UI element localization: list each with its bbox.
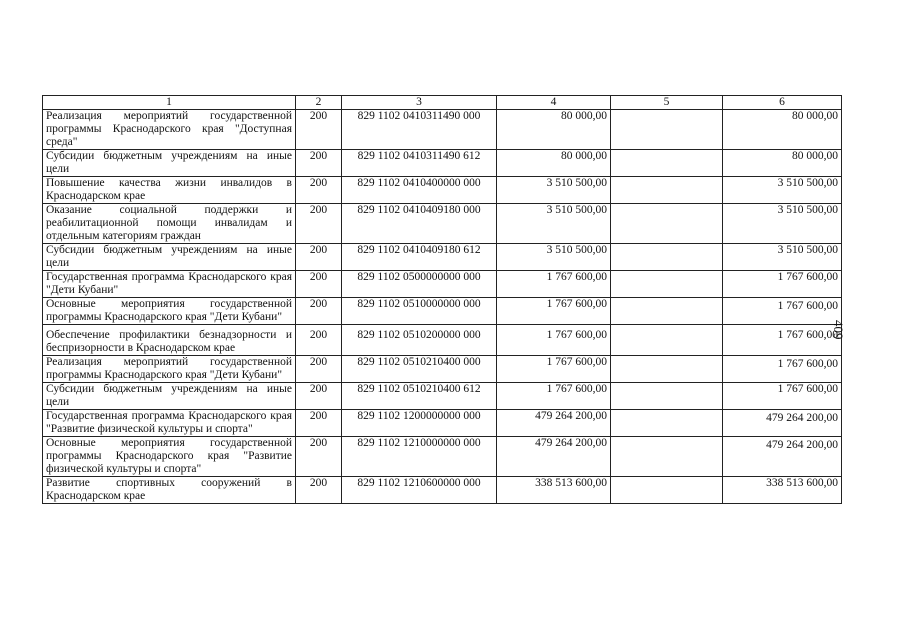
row-col6-amount: 1 767 600,00 bbox=[723, 356, 842, 383]
row-code: 200 bbox=[296, 477, 342, 504]
row-classification-code: 829 1102 1210600000 000 bbox=[342, 477, 497, 504]
row-code: 200 bbox=[296, 150, 342, 177]
row-amount: 1 767 600,00 bbox=[497, 325, 611, 356]
row-code: 200 bbox=[296, 410, 342, 437]
row-code: 200 bbox=[296, 383, 342, 410]
row-classification-code: 829 1102 0410311490 612 bbox=[342, 150, 497, 177]
row-name: Повышение качества жизни инвалидов в Краснодарском крае bbox=[43, 177, 296, 204]
row-name: Развитие спортивных сооружений в Краснодарском крае bbox=[43, 477, 296, 504]
row-amount: 338 513 600,00 bbox=[497, 477, 611, 504]
row-col5 bbox=[611, 110, 723, 150]
row-name: Основные мероприятия государственной программы Краснодарского края "Дети Кубани" bbox=[43, 298, 296, 325]
row-classification-code: 829 1102 0510200000 000 bbox=[342, 325, 497, 356]
row-code: 200 bbox=[296, 244, 342, 271]
row-classification-code: 829 1102 1210000000 000 bbox=[342, 437, 497, 477]
row-code: 200 bbox=[296, 437, 342, 477]
header-cell-5: 5 bbox=[611, 96, 723, 110]
header-cell-6: 6 bbox=[723, 96, 842, 110]
table-row bbox=[43, 244, 842, 271]
row-col6-amount: 338 513 600,00 bbox=[723, 477, 842, 504]
row-col5 bbox=[611, 298, 723, 325]
row-classification-code: 829 1102 0410400000 000 bbox=[342, 177, 497, 204]
row-name: Оказание социальной поддержки и реабилитационной помощи инвалидам и отдельным категориям граждан bbox=[43, 204, 296, 244]
table-row bbox=[43, 410, 842, 437]
row-col6-amount: 3 510 500,00 bbox=[723, 244, 842, 271]
row-name: Обеспечение профилактики безнадзорности и беспризорности в Краснодарском крае bbox=[43, 325, 296, 356]
row-code: 200 bbox=[296, 325, 342, 356]
row-col5 bbox=[611, 477, 723, 504]
row-amount: 1 767 600,00 bbox=[497, 271, 611, 298]
table-row bbox=[43, 177, 842, 204]
header-row bbox=[43, 96, 842, 110]
row-name: Государственная программа Краснодарского края "Дети Кубани" bbox=[43, 271, 296, 298]
row-col5 bbox=[611, 271, 723, 298]
header-cell-2: 2 bbox=[296, 96, 342, 110]
row-name: Субсидии бюджетным учреждениям на иные цели bbox=[43, 150, 296, 177]
row-col6-amount: 1 767 600,00 bbox=[723, 271, 842, 298]
row-col5 bbox=[611, 177, 723, 204]
row-code: 200 bbox=[296, 356, 342, 383]
row-classification-code: 829 1102 0500000000 000 bbox=[342, 271, 497, 298]
row-amount: 1 767 600,00 bbox=[497, 383, 611, 410]
row-col6-amount: 1 767 600,00 bbox=[723, 298, 842, 325]
row-name: Государственная программа Краснодарского края "Развитие физической культуры и спорта" bbox=[43, 410, 296, 437]
row-classification-code: 829 1102 0410409180 612 bbox=[342, 244, 497, 271]
row-amount: 1 767 600,00 bbox=[497, 298, 611, 325]
row-code: 200 bbox=[296, 271, 342, 298]
row-col5 bbox=[611, 437, 723, 477]
table-row bbox=[43, 477, 842, 504]
table-row bbox=[43, 110, 842, 150]
row-amount: 1 767 600,00 bbox=[497, 356, 611, 383]
table-row bbox=[43, 150, 842, 177]
row-col6-amount: 1 767 600,00 bbox=[723, 383, 842, 410]
row-col6-amount: 3 510 500,00 bbox=[723, 177, 842, 204]
row-code: 200 bbox=[296, 110, 342, 150]
row-col6-amount: 80 000,00 bbox=[723, 150, 842, 177]
table-row bbox=[43, 437, 842, 477]
row-amount: 80 000,00 bbox=[497, 110, 611, 150]
row-classification-code: 829 1102 0410409180 000 bbox=[342, 204, 497, 244]
table-row bbox=[43, 325, 842, 356]
row-col6-amount: 1 767 600,00 bbox=[723, 325, 842, 356]
row-name: Субсидии бюджетным учреждениям на иные цели bbox=[43, 383, 296, 410]
row-name: Реализация мероприятий государственной программы Краснодарского края "Доступная среда" bbox=[43, 110, 296, 150]
table-row bbox=[43, 204, 842, 244]
table-row bbox=[43, 383, 842, 410]
row-col5 bbox=[611, 150, 723, 177]
budget-table bbox=[42, 95, 842, 504]
header-cell-3: 3 bbox=[342, 96, 497, 110]
row-col5 bbox=[611, 356, 723, 383]
row-classification-code: 829 1102 0410311490 000 bbox=[342, 110, 497, 150]
row-col5 bbox=[611, 383, 723, 410]
row-col6-amount: 479 264 200,00 bbox=[723, 410, 842, 437]
table-row bbox=[43, 271, 842, 298]
row-col5 bbox=[611, 204, 723, 244]
row-amount: 3 510 500,00 bbox=[497, 204, 611, 244]
row-amount: 3 510 500,00 bbox=[497, 244, 611, 271]
row-col5 bbox=[611, 244, 723, 271]
row-classification-code: 829 1102 0510210400 000 bbox=[342, 356, 497, 383]
row-col6-amount: 3 510 500,00 bbox=[723, 204, 842, 244]
row-amount: 479 264 200,00 bbox=[497, 410, 611, 437]
row-amount: 80 000,00 bbox=[497, 150, 611, 177]
row-classification-code: 829 1102 0510000000 000 bbox=[342, 298, 497, 325]
row-col6-amount: 80 000,00 bbox=[723, 110, 842, 150]
row-name: Реализация мероприятий государственной программы Краснодарского края "Дети Кубани" bbox=[43, 356, 296, 383]
row-name: Основные мероприятия государственной программы Краснодарского края "Развитие физической культуры и спорта" bbox=[43, 437, 296, 477]
page-number: 409 bbox=[831, 320, 846, 340]
table-row bbox=[43, 298, 842, 325]
header-cell-1: 1 bbox=[43, 96, 296, 110]
row-classification-code: 829 1102 0510210400 612 bbox=[342, 383, 497, 410]
row-classification-code: 829 1102 1200000000 000 bbox=[342, 410, 497, 437]
row-name: Субсидии бюджетным учреждениям на иные цели bbox=[43, 244, 296, 271]
row-col5 bbox=[611, 325, 723, 356]
row-code: 200 bbox=[296, 298, 342, 325]
header-cell-4: 4 bbox=[497, 96, 611, 110]
row-code: 200 bbox=[296, 177, 342, 204]
table-row bbox=[43, 356, 842, 383]
row-col5 bbox=[611, 410, 723, 437]
row-amount: 479 264 200,00 bbox=[497, 437, 611, 477]
row-col6-amount: 479 264 200,00 bbox=[723, 437, 842, 477]
row-code: 200 bbox=[296, 204, 342, 244]
row-amount: 3 510 500,00 bbox=[497, 177, 611, 204]
